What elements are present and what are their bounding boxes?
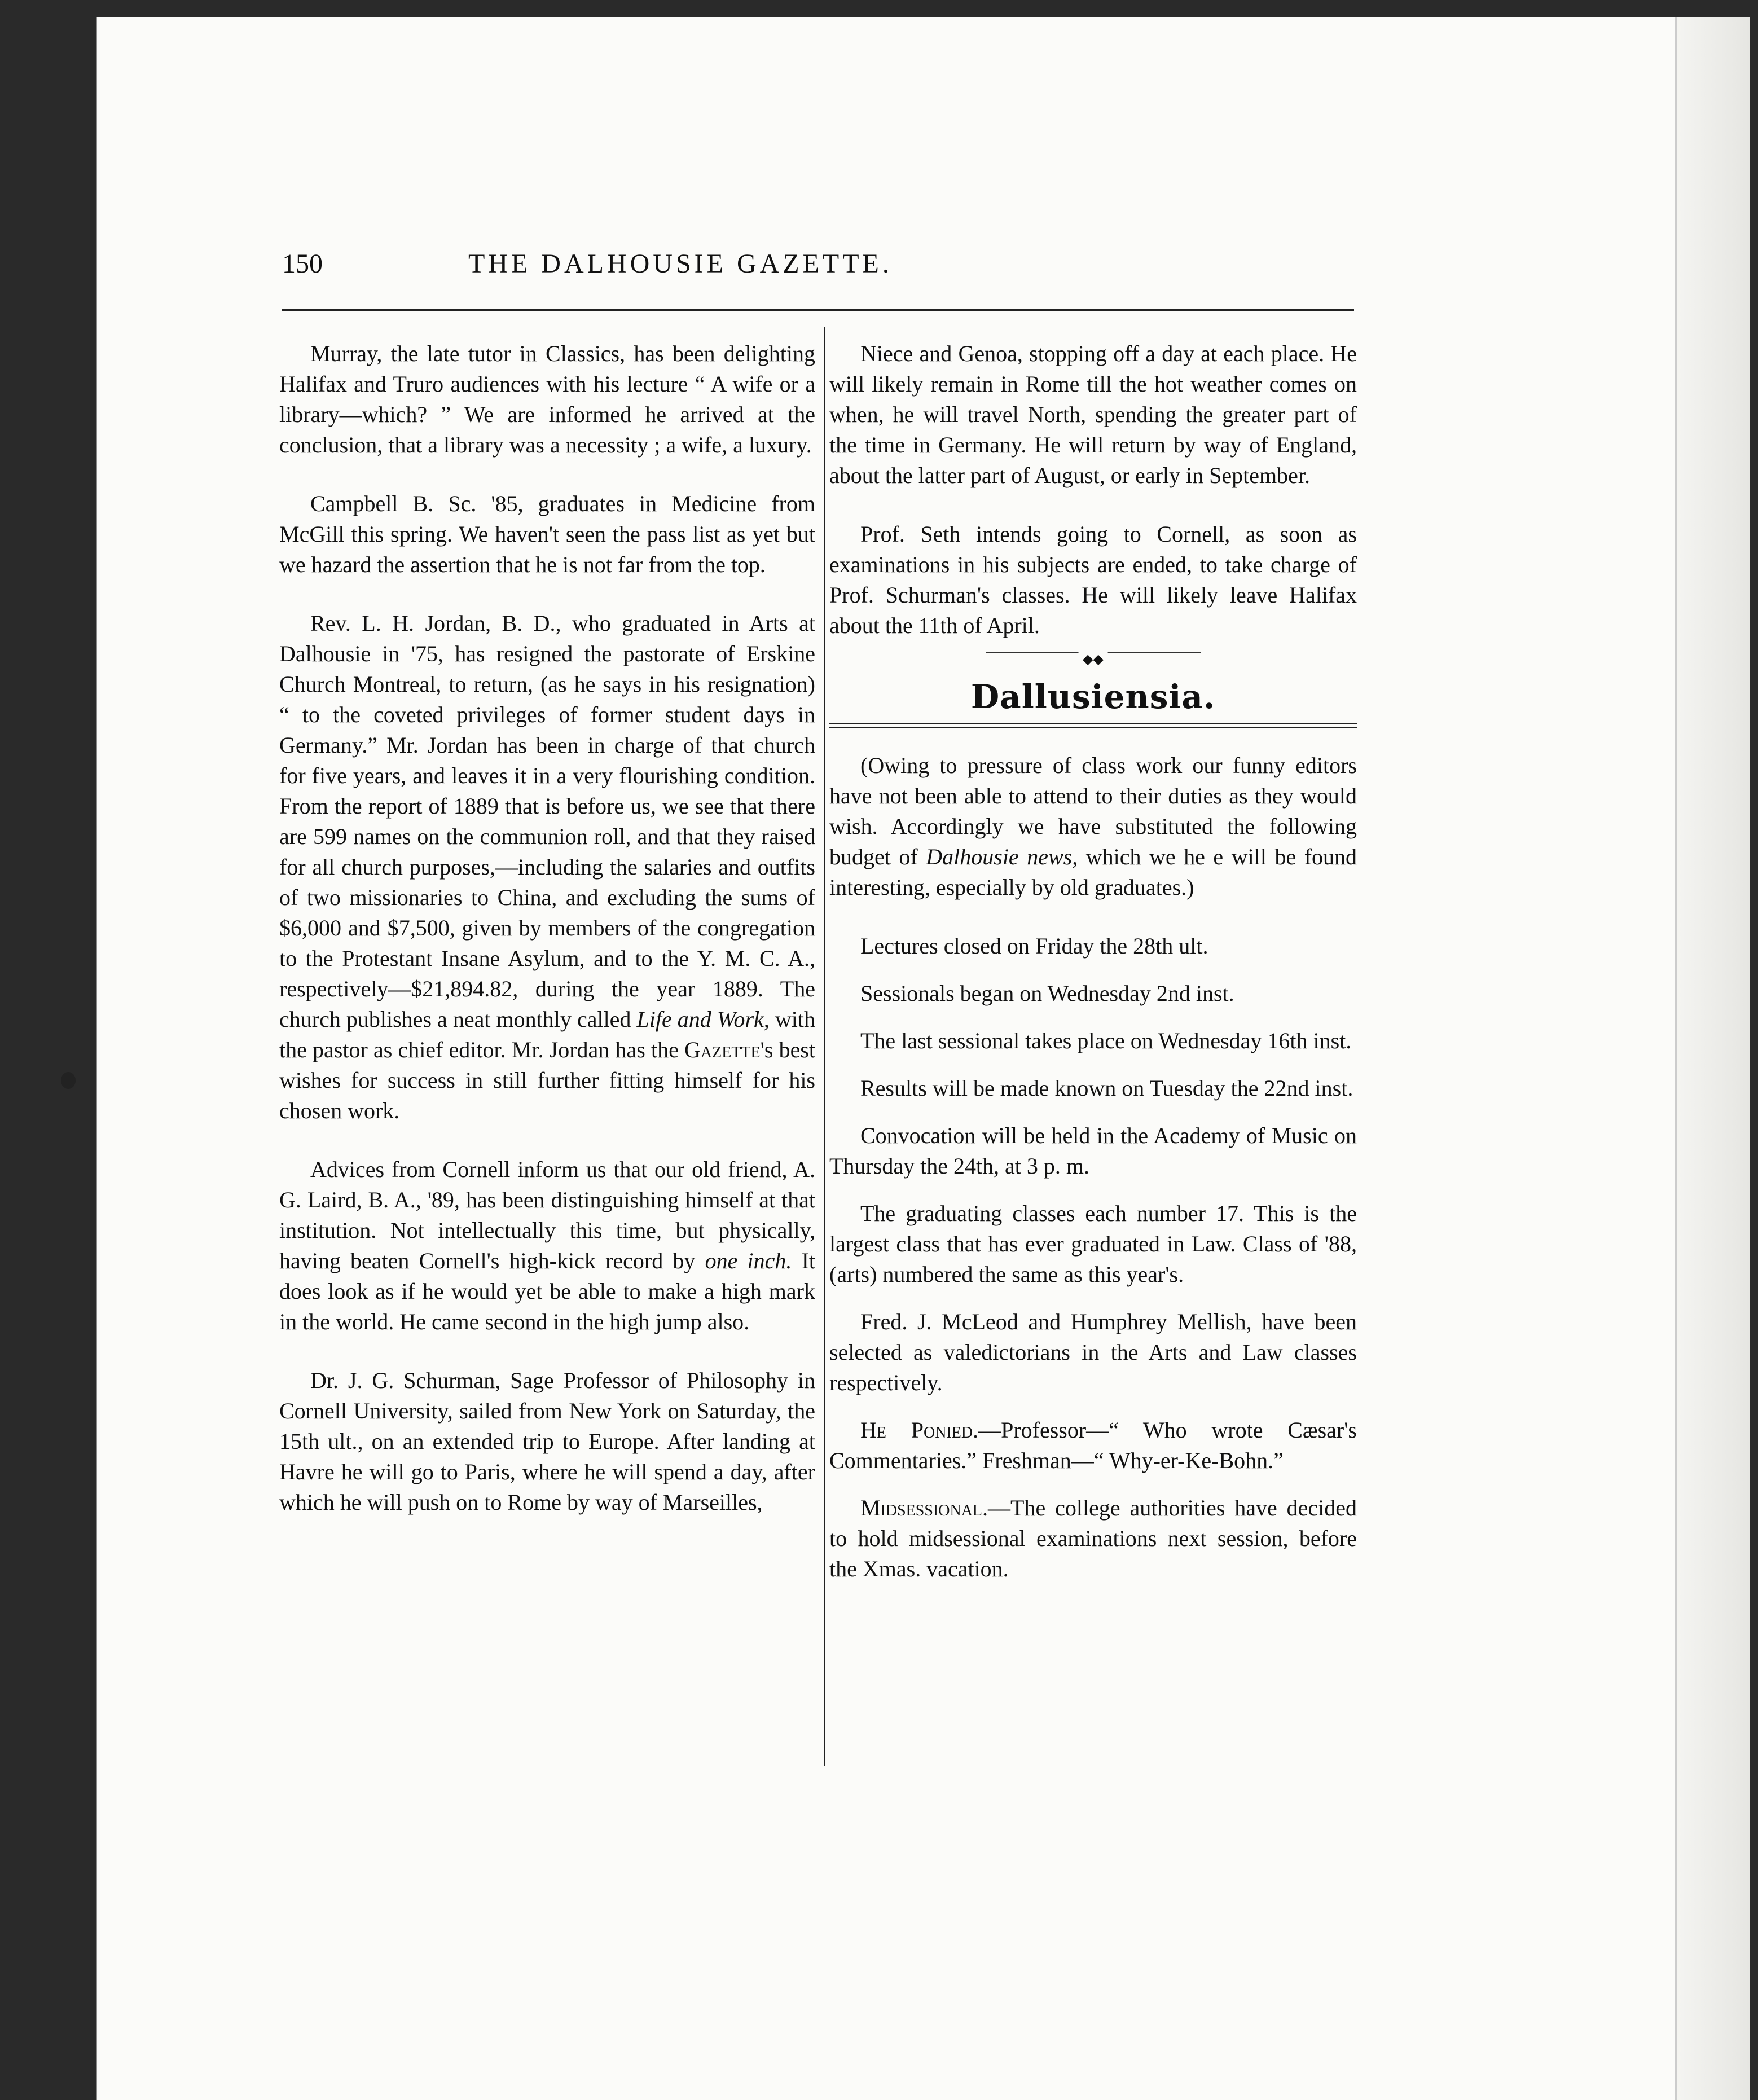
paragraph-graduating: The graduating classes each number 17. This is the largest class that has ever graduated in Law. Class of '88, (arts) numbered the same as this year's. — [829, 1201, 1357, 1287]
italic-title: Life and Work, — [636, 1007, 770, 1032]
paragraph-travel: Niece and Genoa, stopping off a day at each place. He will likely remain in Rome till the hot weather comes on when, he will travel North, spending the greater part of the time in Germany. He will return by way of England, about the latter part of August, or early in September. — [829, 341, 1357, 488]
small-caps-name: Gazette — [684, 1037, 761, 1062]
text-run: Rev. L. H. Jordan, B. D., who graduated in Arts at Dalhousie in '75, has resigned the pastorate of Erskine Church Montreal, to return, (as he says in his resignation) “ to the coveted privileges of former student days in Germany.” Mr. Jordan has been in charge of that church for five years, and leaves it in a very flourishing condition. From the report of 1889 that is before us, we see that there are 599 names on the communion roll, and that they raised for all church purposes,—including the salaries and outfits of two missionaries to China, and excluding the sums of $6,000 and $7,500, given by members of the congregation to the Protestant Insane Asylum, and to the Y. M. C. A., respectively—$21,894.82, during the year 1889. The church publishes a neat monthly called — [279, 610, 815, 1032]
column-divider — [824, 327, 825, 1766]
text-run: —Professor—“ Who wrote Cæsar's Commentaries.” Freshman—“ Why-er-Ke-Bohn.” — [829, 1417, 1357, 1473]
italic-phrase: one inch. — [705, 1248, 792, 1273]
text-run: —The college authorities have decided to hold midsessional examinations next session, before the Xmas. vacation. — [829, 1495, 1357, 1581]
paragraph-laird — [279, 1154, 815, 1337]
small-caps-heading: He Ponied. — [860, 1417, 979, 1443]
left-column — [279, 339, 815, 1546]
paragraph-midsessional — [829, 1493, 1357, 1584]
paragraph-lectures: Lectures closed on Friday the 28th ult. — [860, 933, 1208, 959]
paragraph-valedictorians: Fred. J. McLeod and Humphrey Mellish, have been selected as valedictorians in the Arts and Law classes respectively. — [829, 1309, 1357, 1395]
page-number: 150 — [282, 249, 323, 279]
ink-spot — [61, 1072, 76, 1089]
paragraph-results: Results will be made known on Tuesday the 22nd inst. — [860, 1075, 1353, 1101]
paragraph-sessionals: Sessionals began on Wednesday 2nd inst. — [860, 981, 1234, 1006]
right-column — [829, 339, 1357, 1613]
text-run: Advices from Cornell inform us that our old friend, A. G. Laird, B. A., '89, has been distinguishing himself at that institution. Not intellectually this time, but physically, having beaten Cornell's high-kick record by — [279, 1157, 815, 1273]
paragraph-intro — [829, 750, 1357, 903]
paragraph-murray: Murray, the late tutor in Classics, has been delighting Halifax and Truro audiences with his lecture “ A wife or a library—which? ” We are informed he arrived at the conclusion, that a library was a necessity ; a wife, a luxury. — [279, 341, 815, 458]
section-rule — [829, 723, 1357, 728]
section-title: Dallusiensia. — [970, 678, 1216, 716]
running-title: THE DALHOUSIE GAZETTE. — [468, 249, 893, 279]
ornament-rule — [986, 652, 1201, 667]
italic-phrase: Dalhousie news, — [926, 844, 1078, 869]
text-run: It does look as if he would yet be able to make a high mark in the world. He came second in the high jump also. — [279, 1248, 815, 1334]
page-header — [282, 248, 1168, 299]
text-run: (Owing to pressure of class work our funny editors have not been able to attend to their duties as they would wish. Accordingly we have substituted the following budget of — [829, 753, 1357, 869]
paragraph-campbell: Campbell B. Sc. '85, graduates in Medicine from McGill this spring. We haven't seen the pass list as yet but we hazard the assertion that he is not far from the top. — [279, 491, 815, 577]
page-binding — [1675, 17, 1750, 2100]
paragraph-schurman: Dr. J. G. Schurman, Sage Professor of Philosophy in Cornell University, sailed from New York on Saturday, the 15th ult., on an extended trip to Europe. After landing at Havre he will go to Paris, where he will spend a day, after which he will push on to Rome by way of Marseilles, — [279, 1368, 815, 1515]
paragraph-convocation: Convocation will be held in the Academy of Music on Thursday the 24th, at 3 p. m. — [829, 1123, 1357, 1179]
header-rule — [282, 309, 1354, 314]
paragraph-jordan — [279, 608, 815, 1126]
small-caps-heading: Midsessional. — [860, 1495, 988, 1521]
text-run: 's best wishes for success in still further fitting himself for his chosen work. — [279, 1037, 815, 1123]
text-run: which we he e will be found interesting, especially by old graduates.) — [829, 844, 1357, 900]
paragraph-seth: Prof. Seth intends going to Cornell, as soon as examinations in his subjects are ended, to take charge of Prof. Schurman's classes. He will likely leave Halifax about the 11th of April. — [829, 521, 1357, 638]
ornament-icon: ◆◆ — [1078, 644, 1108, 675]
paragraph-last-sessional: The last sessional takes place on Wednesday 16th inst. — [860, 1028, 1352, 1053]
paragraph-ponied — [829, 1415, 1357, 1476]
text-run: with the pastor as chief editor. Mr. Jordan has the — [279, 1007, 815, 1062]
